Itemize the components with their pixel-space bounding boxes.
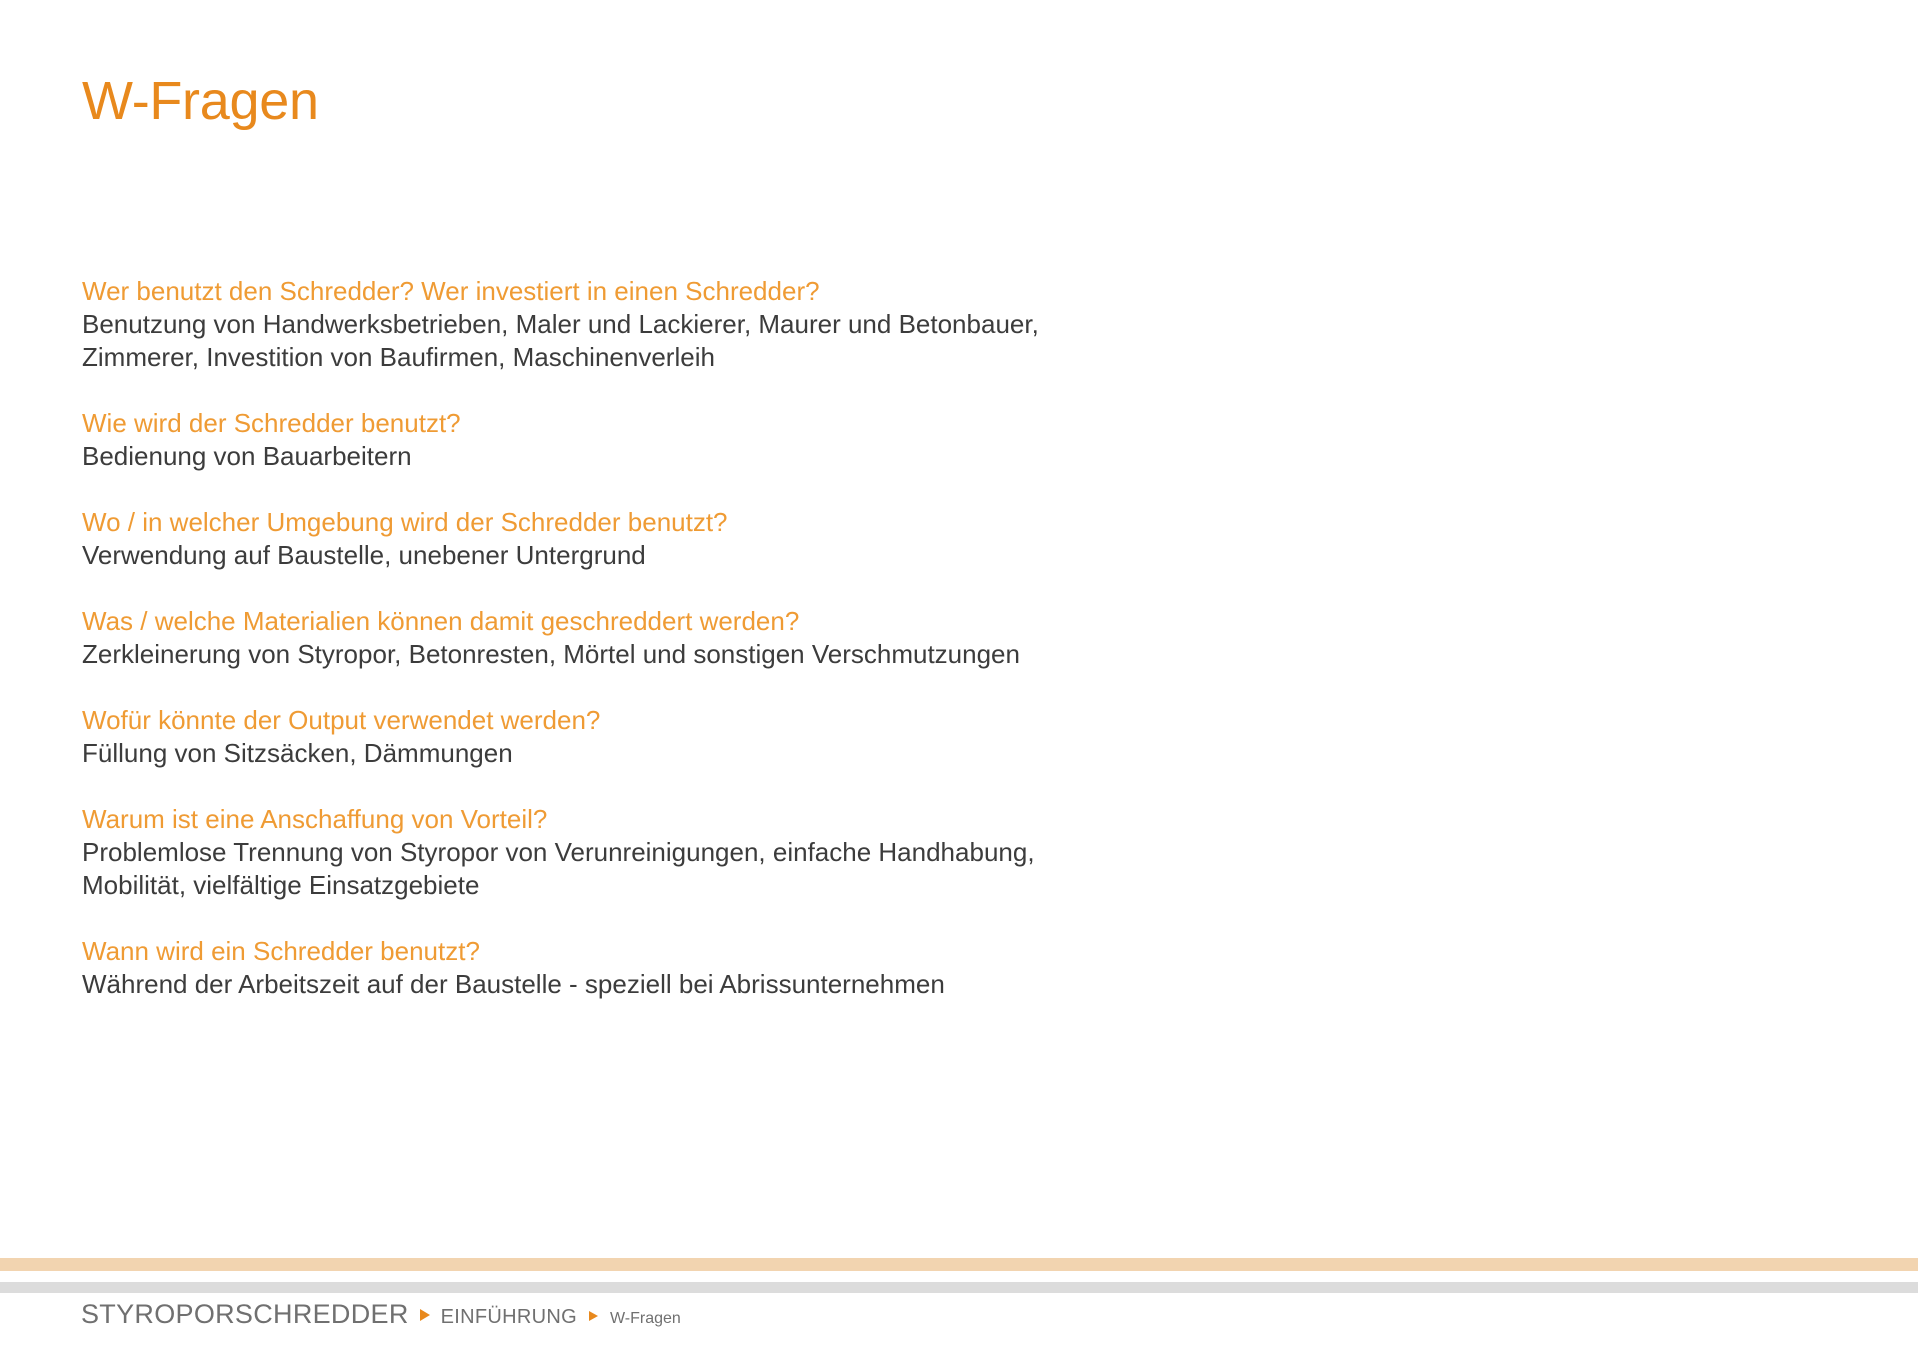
footer-divider-orange — [0, 1258, 1918, 1271]
answer-line: Zerkleinerung von Styropor, Betonresten, Mörtel und sonstigen Verschmutzungen — [82, 639, 1020, 669]
answer-when — [82, 968, 1482, 1001]
answer-why — [82, 836, 1482, 902]
answer-what — [82, 638, 1482, 671]
answer-line: Während der Arbeitszeit auf der Baustelle - speziell bei Abrissunternehmen — [82, 969, 945, 999]
answer-line: Bedienung von Bauarbeitern — [82, 441, 412, 471]
breadcrumb-arrow-icon — [420, 1309, 430, 1321]
qa-item-how — [82, 407, 1482, 473]
answer-line: Mobilität, vielfältige Einsatzgebiete — [82, 870, 480, 900]
qa-list — [82, 275, 1482, 1034]
question-why: Warum ist eine Anschaffung von Vorteil? — [82, 804, 548, 834]
breadcrumb-item-einfuehrung[interactable]: EINFÜHRUNG — [440, 1306, 577, 1328]
answer-line: Benutzung von Handwerksbetrieben, Maler und Lackierer, Maurer und Betonbauer, — [82, 309, 1039, 339]
breadcrumb-item-w-fragen: W-Fragen — [609, 1310, 681, 1327]
breadcrumb — [81, 1299, 681, 1330]
qa-item-output — [82, 704, 1482, 770]
question-how: Wie wird der Schredder benutzt? — [82, 408, 461, 438]
page-title: W-Fragen — [82, 71, 319, 131]
answer-line: Problemlose Trennung von Styropor von Verunreinigungen, einfache Handhabung, — [82, 837, 1035, 867]
answer-line: Füllung von Sitzsäcken, Dämmungen — [82, 738, 513, 768]
question-who: Wer benutzt den Schredder? Wer investiert in einen Schredder? — [82, 276, 820, 306]
question-what: Was / welche Materialien können damit geschreddert werden? — [82, 606, 800, 636]
qa-item-when — [82, 935, 1482, 1001]
answer-line: Verwendung auf Baustelle, unebener Untergrund — [82, 540, 646, 570]
footer-divider-grey — [0, 1282, 1918, 1293]
question-where: Wo / in welcher Umgebung wird der Schredder benutzt? — [82, 507, 728, 537]
question-when: Wann wird ein Schredder benutzt? — [82, 936, 480, 966]
answer-where — [82, 539, 1482, 572]
breadcrumb-item-styroporschredder[interactable]: STYROPORSCHREDDER — [81, 1299, 409, 1329]
answer-line: Zimmerer, Investition von Baufirmen, Maschinenverleih — [82, 342, 715, 372]
answer-who — [82, 308, 1482, 374]
qa-item-what — [82, 605, 1482, 671]
breadcrumb-arrow-icon — [589, 1311, 598, 1321]
qa-item-who — [82, 275, 1482, 374]
qa-item-why — [82, 803, 1482, 902]
question-output: Wofür könnte der Output verwendet werden? — [82, 705, 601, 735]
answer-output — [82, 737, 1482, 770]
qa-item-where — [82, 506, 1482, 572]
answer-how — [82, 440, 1482, 473]
